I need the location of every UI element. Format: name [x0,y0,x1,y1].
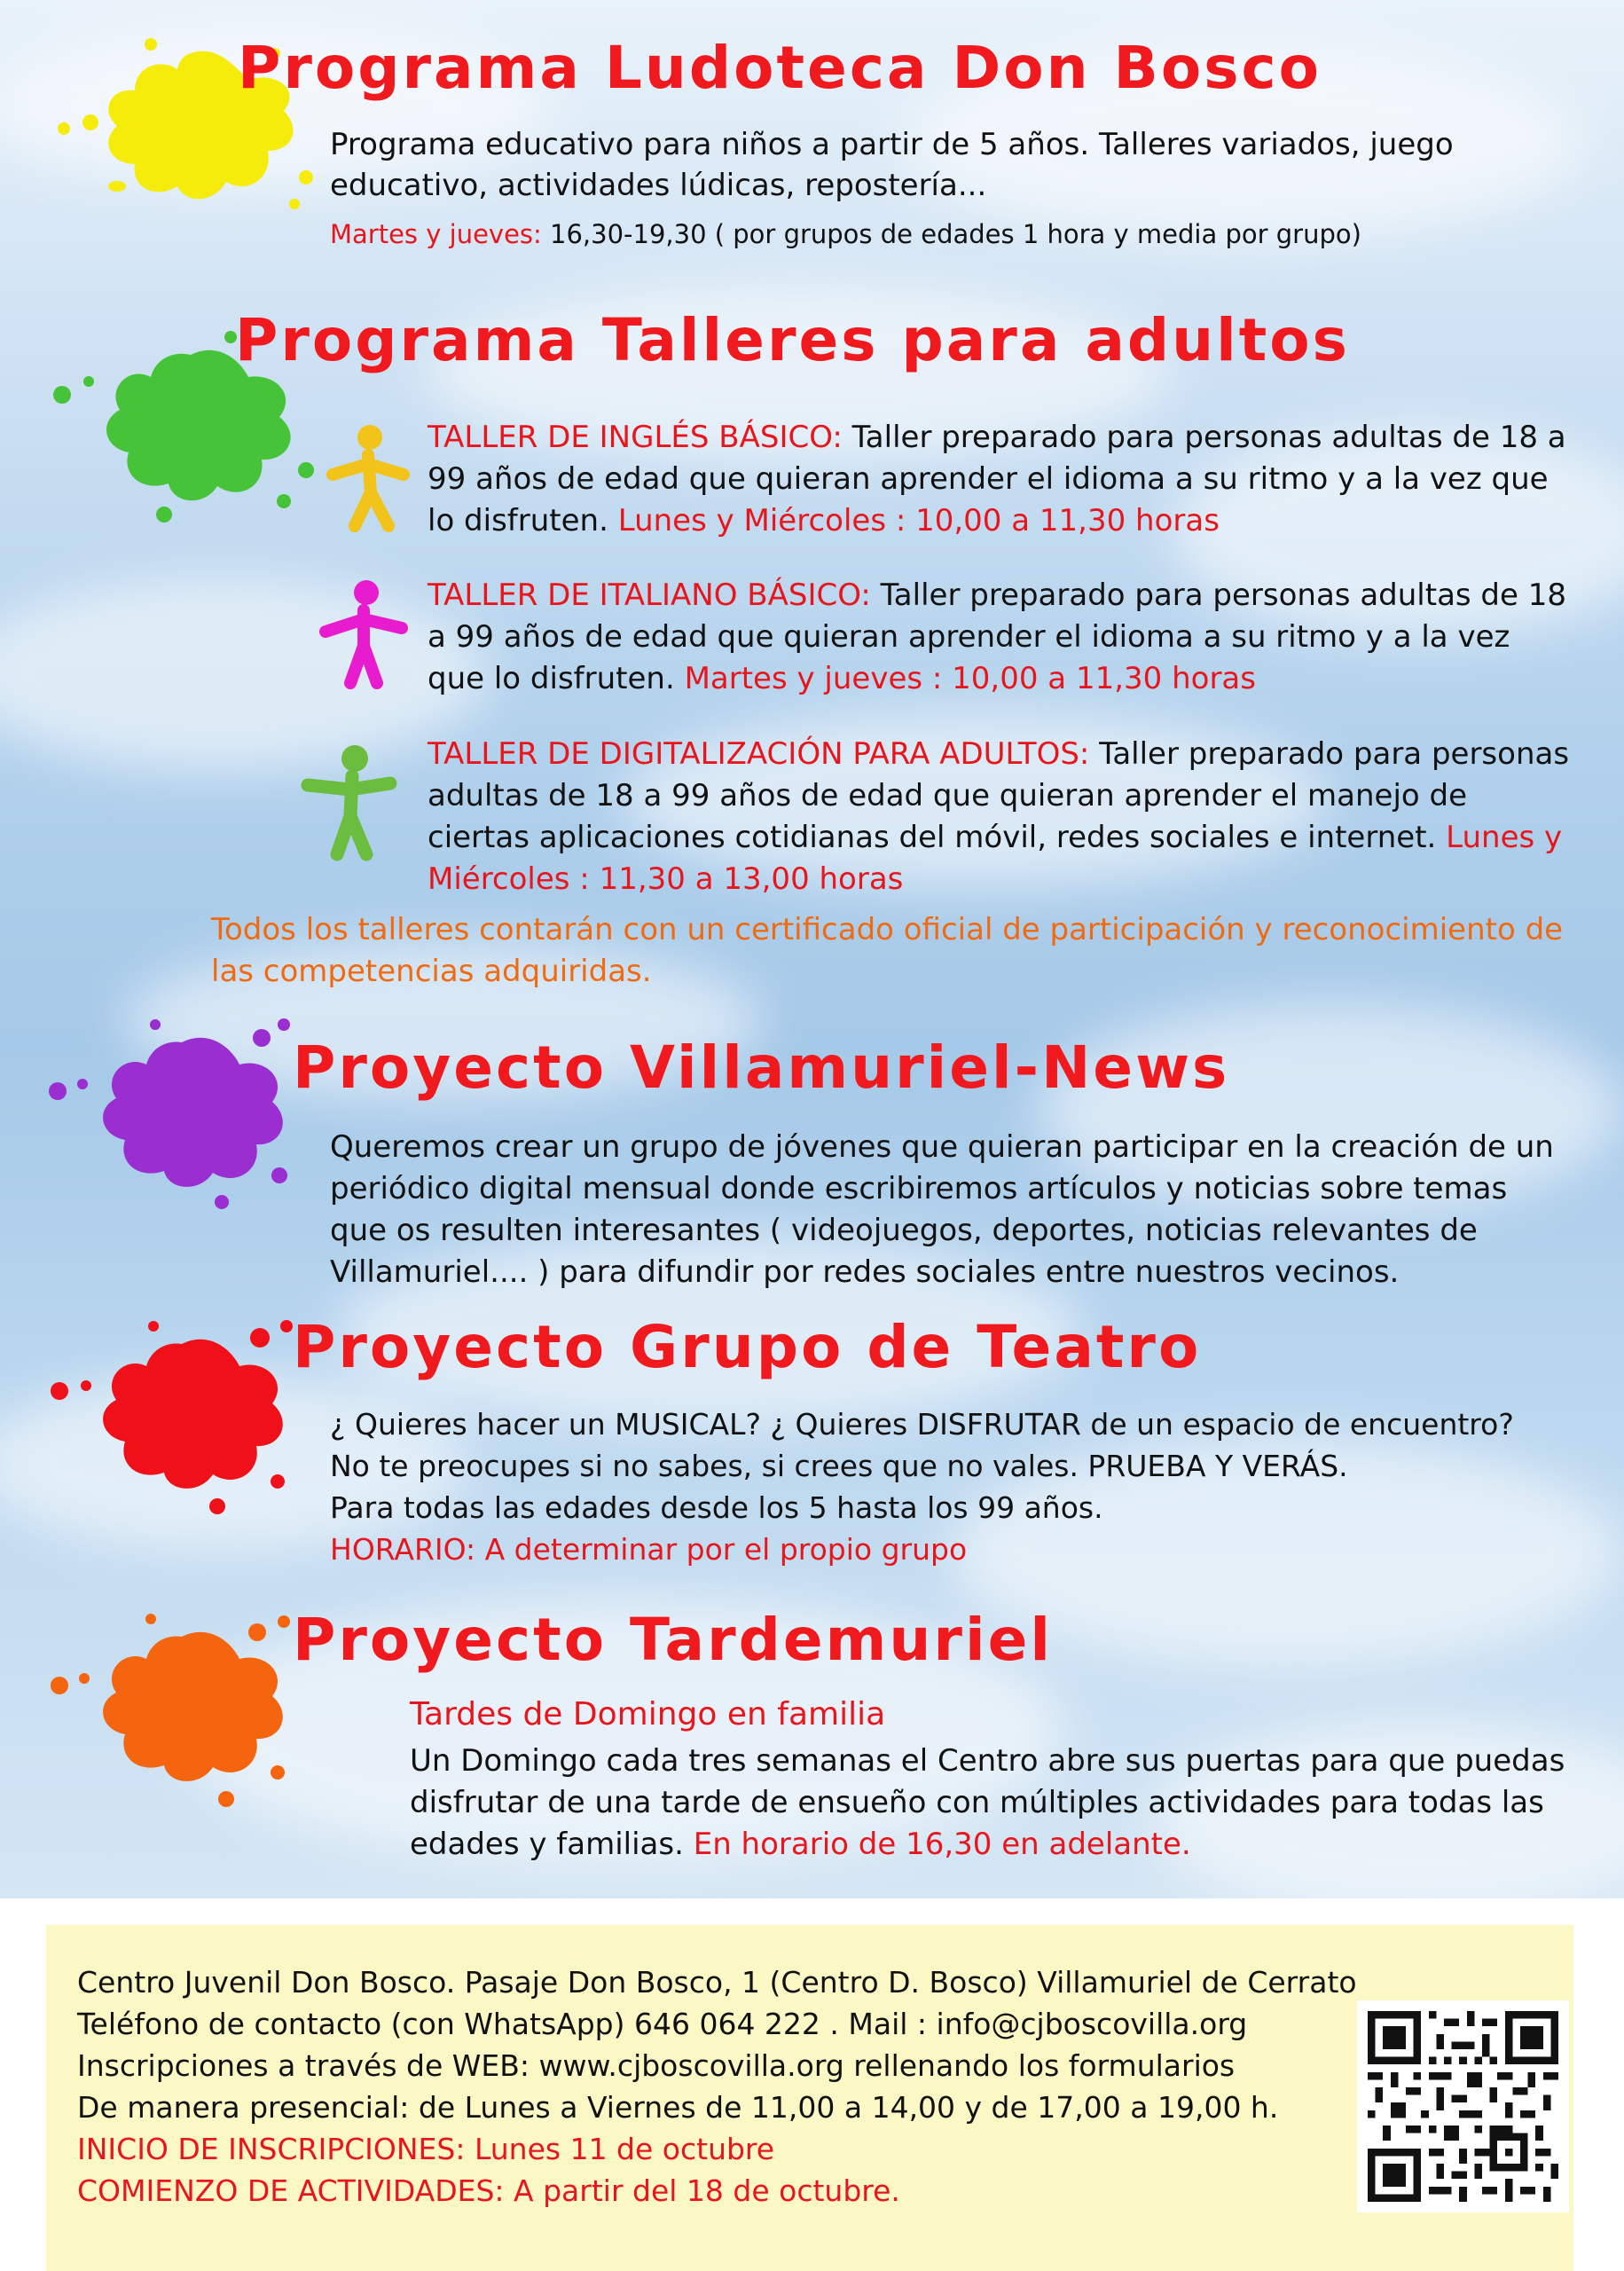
taller-digital-text: Taller preparado para personas adultas de 18 a 99 años de edad que quieran aprender el manejo de ciertas aplicaciones cotidianas del móvil, redes sociales e internet. [428,736,1570,855]
teatro-line3: Para todas las edades desde los 5 hasta los 99 años. [330,1490,1103,1525]
talleres-certificate: Todos los talleres contarán con un certificado oficial de participación y reconocimiento de las competencias adquiridas. [211,912,1564,989]
paint-splat-icon [40,1304,306,1526]
news-text: Queremos crear un grupo de jóvenes que quieran participar en la creación de un periódico digital mensual donde escribiremos artículos y noticias sobre temas que os resulten interesantes ( videojuegos, deportes, noticias relevantes de Villamuriel.... ) para difundir por redes sociales entre nuestros vecinos. [330,1129,1554,1290]
footer-web: Inscripciones a través de WEB: www.cjboscovilla.org rellenando los formularios [77,2048,1236,2083]
footer-phone-mail: Teléfono de contacto (con WhatsApp) 646 064 222 . Mail : info@cjboscovilla.org [77,2007,1248,2041]
stick-figure-icon [297,741,404,865]
teatro-horario: HORARIO: A determinar por el propio grupo [330,1532,968,1567]
footer-inicio-inscripciones: INICIO DE INSCRIPCIONES: Lunes 11 de octubre [77,2132,775,2166]
taller-digital-schedule: Lunes y Miércoles : 11,30 a 13,00 horas [428,820,1563,897]
footer-comienzo-actividades: COMIENZO DE ACTIVIDADES: A partir del 18 de octubre. [77,2173,900,2208]
tardemuriel-schedule: En horario de 16,30 en adelante. [693,1827,1191,1862]
tardemuriel-subtitle: Tardes de Domingo en familia [410,1696,886,1733]
teatro-line1: ¿ Quieres hacer un MUSICAL? ¿ Quieres DISFRUTAR de un espacio de encuentro? [330,1407,1514,1442]
news-title: Proyecto Villamuriel-News [293,1033,1230,1102]
footer-presencial: De manera presencial: de Lunes a Viernes de 11,00 a 14,00 y de 17,00 a 19,00 h. [77,2090,1279,2125]
taller-digital-label: TALLER DE DIGITALIZACIÓN PARA ADULTOS: [428,736,1090,772]
talleres-title: Programa Talleres para adultos [235,306,1350,374]
paint-splat-icon [40,1002,306,1224]
qr-code-icon[interactable] [1357,2000,1569,2212]
taller-ingles-label: TALLER DE INGLÉS BÁSICO: [428,420,843,455]
teatro-title: Proyecto Grupo de Teatro [293,1313,1202,1381]
teatro-line2: No te preocupes si no sabes, si crees que no vales. PRUEBA Y VERÁS. [330,1449,1348,1483]
taller-italiano-schedule: Martes y jueves : 10,00 a 11,30 horas [684,661,1256,696]
ludoteca-schedule-label: Martes y jueves: [330,219,542,249]
taller-digital [428,734,1572,900]
ludoteca-title: Programa Ludoteca Don Bosco [238,34,1322,102]
taller-italiano [428,575,1572,700]
footer-address: Centro Juvenil Don Bosco. Pasaje Don Bosco, 1 (Centro D. Bosco) Villamuriel de Cerrato [77,1965,1357,2000]
ludoteca-text: Programa educativo para niños a partir de 5 años. Talleres variados, juego educativo, actividades lúdicas, repostería... [330,127,1454,203]
paint-splat-icon [40,1597,306,1819]
contact-footer [46,1925,1573,2271]
taller-italiano-label: TALLER DE ITALIANO BÁSICO: [428,578,871,613]
taller-ingles-text: Taller preparado para personas adultas de 18 a 99 años de edad que quieran aprender el idioma a su ritmo y a la vez que lo disfruten. [428,420,1566,538]
taller-ingles [428,417,1572,542]
ludoteca-schedule-text: 16,30-19,30 ( por grupos de edades 1 hora y media por grupo) [541,219,1361,249]
taller-ingles-schedule: Lunes y Miércoles : 10,00 a 11,30 horas [617,503,1220,538]
stick-figure-icon [319,421,417,537]
tardemuriel-text-body: Un Domingo cada tres semanas el Centro abre sus puertas para que puedas disfrutar de una tarde de ensueño con múltiples actividades para todas las edades y familias. [410,1743,1565,1862]
tardemuriel-title: Proyecto Tardemuriel [293,1606,1053,1674]
taller-italiano-text: Taller preparado para personas adultas de 18 a 99 años de edad que quieran aprender el idioma a su ritmo y a la vez que lo disfruten. [428,578,1567,696]
stick-figure-icon [315,577,412,692]
tardemuriel-text [410,1741,1589,1866]
ludoteca-schedule [330,216,1572,252]
